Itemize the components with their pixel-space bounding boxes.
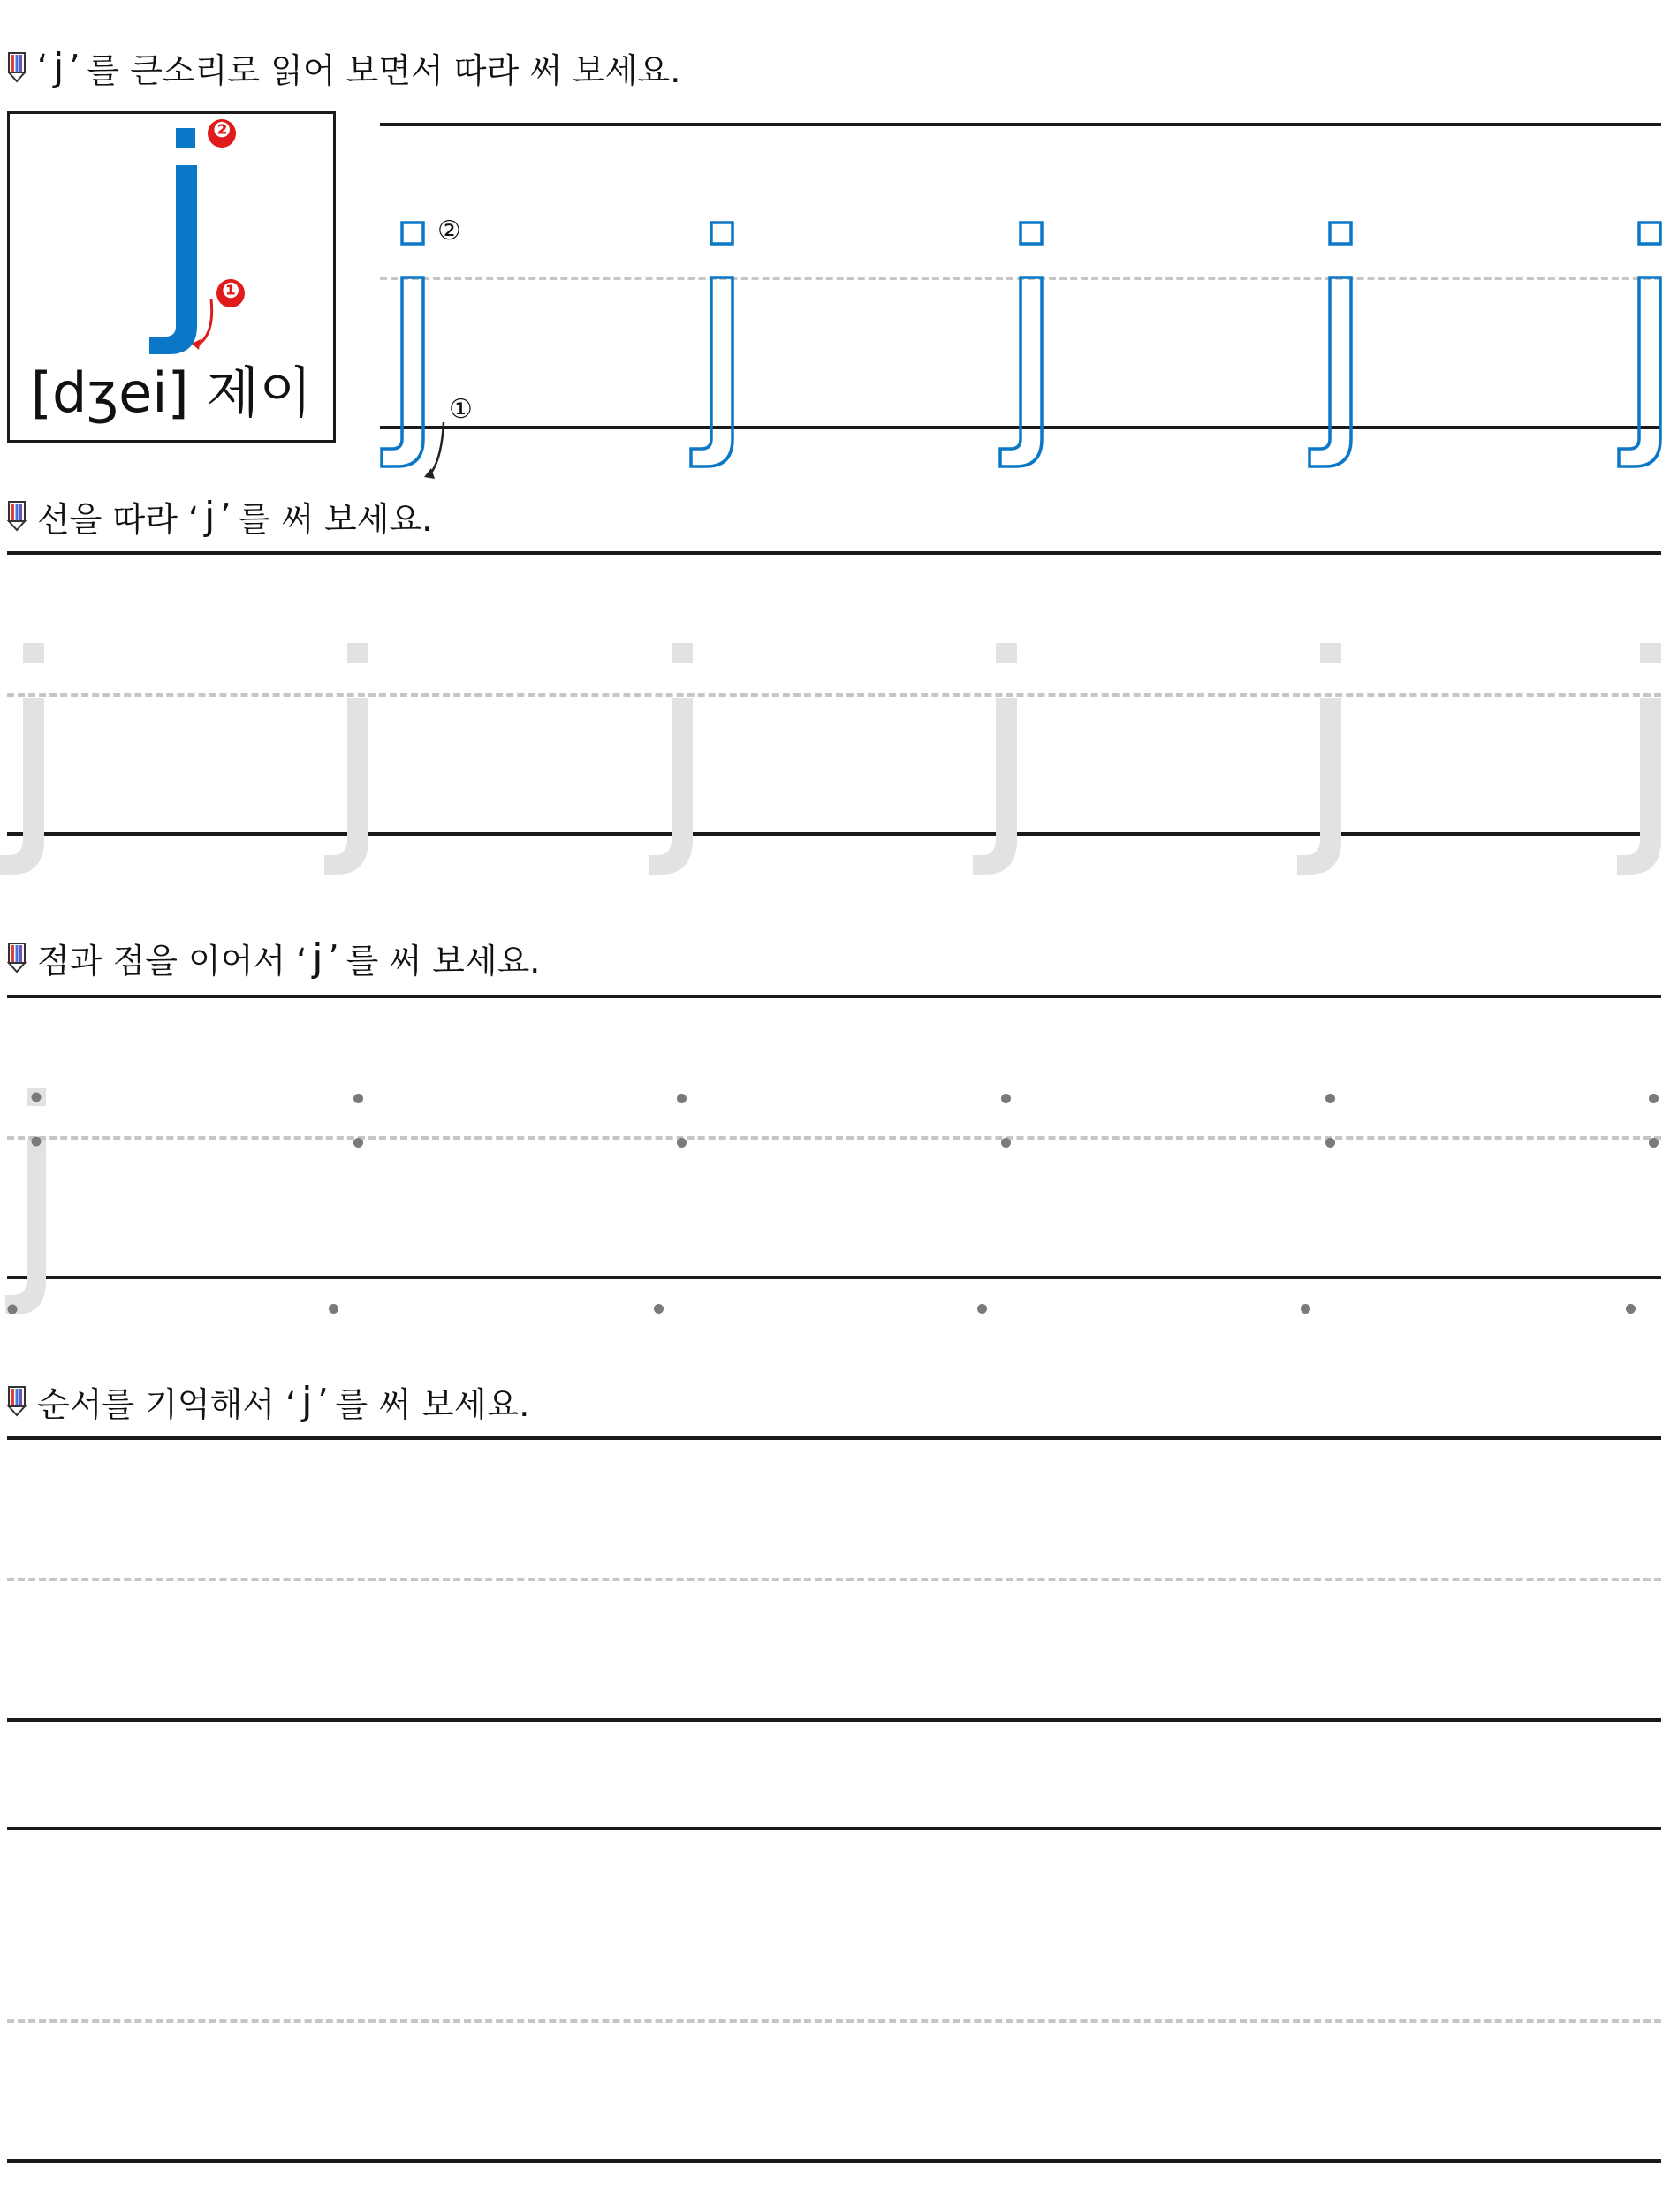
writing-line-top [7,1436,1661,1440]
writing-line-base [7,2159,1661,2163]
dot [1325,1094,1335,1103]
instruction-prefix: 선을 따라 ‘ [37,499,200,539]
dot [677,1138,687,1148]
korean-name: 제이 [206,360,313,425]
instruction-prefix: 점과 점을 이어서 ‘ [37,941,307,981]
instruction-text: 를 써 보세요. [345,941,541,981]
quote-open: ‘ [37,48,49,87]
writing-line-mid [7,2019,1661,2023]
writing-line-top [7,1827,1661,1830]
dot [677,1094,687,1103]
instruction-text: 를 써 보세요. [335,1384,530,1424]
quote-close: ’ [69,48,80,87]
letter-inline: j [312,935,323,981]
instruction-memory [7,1380,529,1422]
dot [1301,1304,1310,1314]
guide-mark-1: ① [449,394,473,425]
quote-close: ’ [317,1382,329,1420]
quote-close: ’ [220,496,232,535]
dot [654,1304,664,1314]
letter-inline: j [204,493,216,539]
phonetic: [dʒei] [30,360,189,425]
dot [1649,1138,1659,1148]
pencil-icon [7,1386,27,1416]
dot [329,1304,338,1314]
writing-line-base [7,1718,1661,1722]
dot [1626,1304,1636,1314]
letter-inline: j [301,1378,313,1424]
instruction-text: 를 큰소리로 읽어 보면서 따라 써 보세요. [87,50,681,90]
stroke-order-1: ❶ [222,278,240,303]
writing-line-mid [7,1578,1661,1581]
letter-inline: j [53,44,65,90]
dot [353,1094,363,1103]
quote-close: ’ [328,938,339,977]
dot [977,1304,987,1314]
dot [1325,1138,1335,1148]
dot [1001,1138,1011,1148]
dot [353,1138,363,1148]
instruction-prefix: 순서를 기억해서 ‘ [37,1384,297,1424]
dot [1649,1094,1659,1103]
dot [1001,1094,1011,1103]
instruction-text: 를 써 보세요. [238,499,433,539]
guide-mark-2: ② [437,216,461,246]
stroke-order-2: ❷ [213,117,232,142]
ghost-j-dotted [5,1088,46,1314]
